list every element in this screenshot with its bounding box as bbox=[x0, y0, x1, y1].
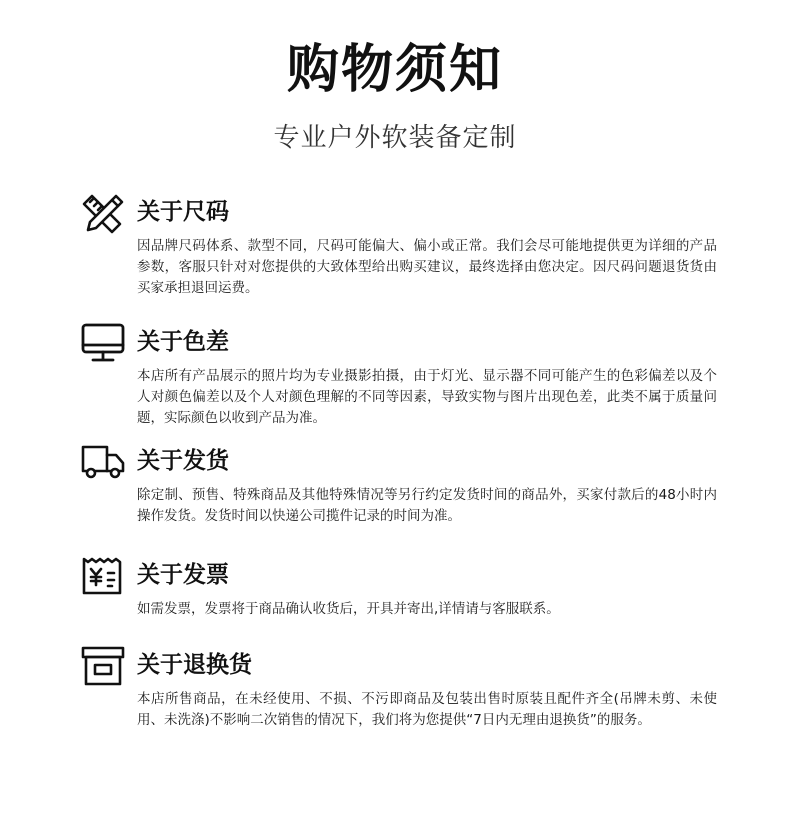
section-body: 因品牌尺码体系、款型不同，尺码可能偏大、偏小或正常。我们会尽可能地提供更为详细的产品参数，客服只针对对您提供的大致体型给出购买建议，最终选择由您决定。因尺码问题退货货由买家承担退回运费。 bbox=[137, 238, 717, 296]
page-subtitle: 专业户外软装备定制 bbox=[273, 123, 517, 153]
section-body: 本店所有产品展示的照片均为专业摄影拍摄，由于灯光、显示器不同可能产生的色彩偏差以及个人对颜色偏差以及个人对颜色理解的不同等因素，导致实物与图片出现色差，此类不属于质量问题，实际颜色以收到产品为准。 bbox=[137, 368, 717, 426]
monitor-icon bbox=[80, 322, 126, 364]
page-title: 购物须知 bbox=[286, 40, 503, 100]
section-heading: 关于发票 bbox=[137, 562, 229, 588]
return-box-icon bbox=[80, 645, 126, 687]
invoice-receipt-icon bbox=[80, 555, 126, 597]
section-heading: 关于色差 bbox=[137, 329, 229, 355]
section-body: 本店所售商品，在未经使用、不损、不污即商品及包装出售时原装且配件齐全(吊牌未剪、未使用、未洗涤)不影响二次销售的情况下，我们将为您提供“7日内无理由退换货”的服务。 bbox=[137, 691, 717, 728]
section-heading: 关于退换货 bbox=[137, 652, 252, 678]
pencil-ruler-icon bbox=[80, 192, 126, 234]
section-body: 除定制、预售、特殊商品及其他特殊情况等另行约定发货时间的商品外，买家付款后的48小时内操作发货。发货时间以快递公司揽件记录的时间为准。 bbox=[137, 487, 717, 524]
section-heading: 关于发货 bbox=[137, 448, 229, 474]
section-heading: 关于尺码 bbox=[137, 199, 229, 225]
delivery-truck-icon bbox=[80, 441, 126, 483]
section-body: 如需发票，发票将于商品确认收货后，开具并寄出,详情请与客服联系。 bbox=[137, 601, 560, 617]
